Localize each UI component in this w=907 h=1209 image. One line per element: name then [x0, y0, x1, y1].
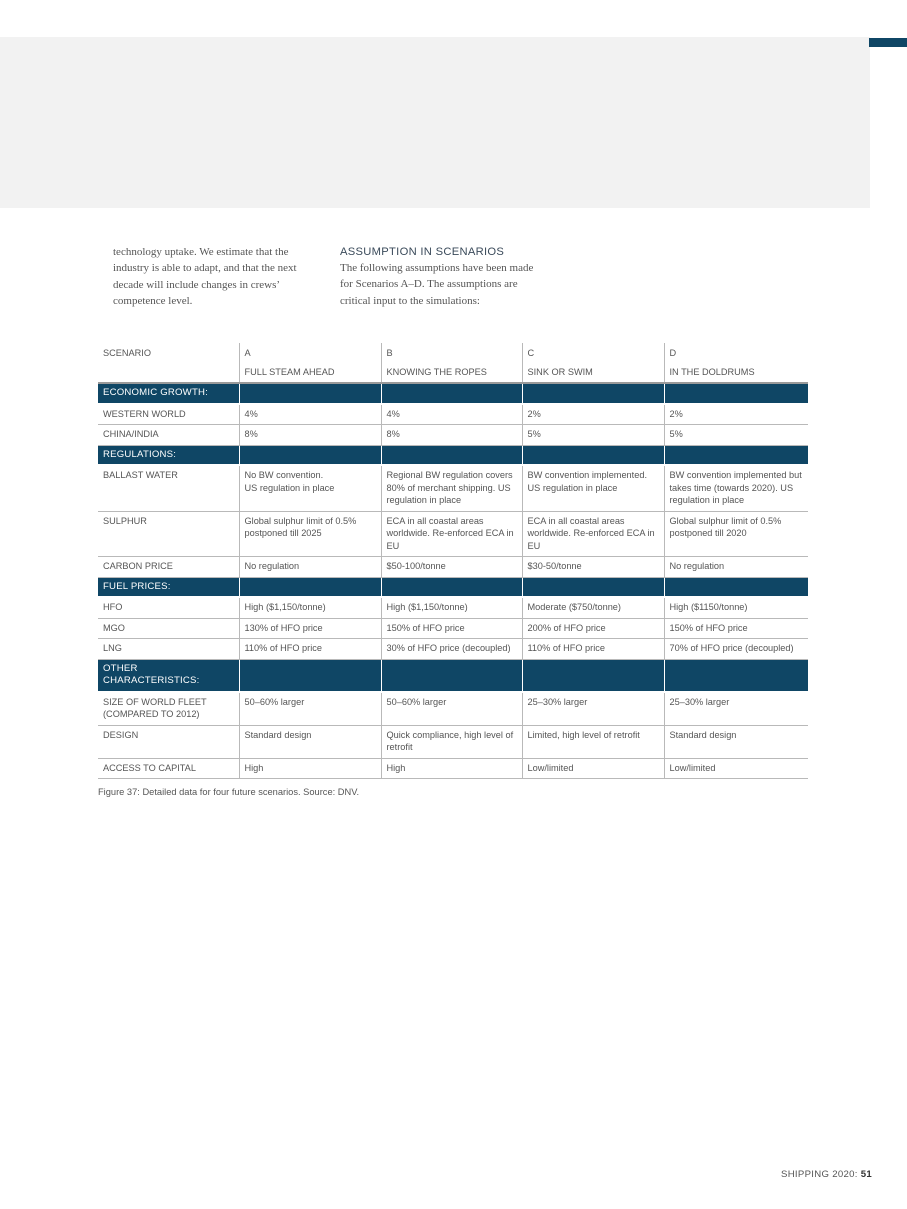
- table-cell: 130% of HFO price: [239, 618, 381, 639]
- table-cell: High: [239, 758, 381, 779]
- section-title: FUEL PRICES:: [98, 577, 239, 597]
- table-cell: Quick compliance, high level of retrofit: [381, 725, 522, 758]
- table-cell: 200% of HFO price: [522, 618, 664, 639]
- intro-left-column: [113, 244, 328, 309]
- table-cell: Low/limited: [522, 758, 664, 779]
- section-fill: [522, 383, 664, 404]
- scenario-letter: C: [527, 348, 535, 358]
- row-label: DESIGN: [98, 725, 239, 758]
- row-label: MGO: [98, 618, 239, 639]
- section-row: [98, 383, 808, 404]
- section-fill: [239, 577, 381, 597]
- scenario-letter: A: [244, 348, 251, 358]
- table-cell: High ($1150/tonne): [664, 597, 808, 618]
- table-cell: Standard design: [239, 725, 381, 758]
- row-label: SULPHUR: [98, 511, 239, 557]
- table-cell: ECA in all coastal areas worldwide. Re-enforced ECA in EU: [381, 511, 522, 557]
- accent-bar: [869, 38, 907, 47]
- scenario-letter: D: [669, 348, 677, 358]
- table-cell: 2%: [522, 404, 664, 425]
- scenario-letter: B: [386, 348, 393, 358]
- section-fill: [664, 659, 808, 692]
- section-title: REGULATIONS:: [98, 445, 239, 465]
- intro-right-column: [340, 244, 575, 309]
- table-cell: Global sulphur limit of 0.5% postponed till 2020: [664, 511, 808, 557]
- table-cell: 5%: [664, 425, 808, 446]
- table-cell: 2%: [664, 404, 808, 425]
- section-fill: [664, 445, 808, 465]
- section-fill: [381, 383, 522, 404]
- table-cell: 70% of HFO price (decoupled): [664, 639, 808, 660]
- intro-body: [340, 260, 575, 309]
- table-cell: High ($1,150/tonne): [381, 597, 522, 618]
- table-cell: 30% of HFO price (decoupled): [381, 639, 522, 660]
- table-cell: $50-100/tonne: [381, 557, 522, 578]
- table-cell: 25–30% larger: [522, 692, 664, 726]
- table-cell: $30-50/tonne: [522, 557, 664, 578]
- section-row: [98, 659, 808, 692]
- row-label: CARBON PRICE: [98, 557, 239, 578]
- table-cell: BW convention implemented but takes time (towards 2020). US regulation in place: [664, 465, 808, 511]
- table-row: [98, 425, 808, 446]
- scenario-name: SINK OR SWIM: [527, 366, 593, 377]
- header-banner: [0, 37, 870, 208]
- section-fill: [522, 445, 664, 465]
- row-label: HFO: [98, 597, 239, 618]
- section-fill: [381, 659, 522, 692]
- section-title: ECONOMIC GROWTH:: [98, 383, 239, 404]
- text-line: industry is able to adapt, and that the next: [113, 262, 297, 275]
- section-fill: [381, 445, 522, 465]
- header-scenario-label: SCENARIO: [98, 343, 239, 383]
- table-cell: 110% of HFO price: [522, 639, 664, 660]
- table-cell: Limited, high level of retrofit: [522, 725, 664, 758]
- table-cell: High: [381, 758, 522, 779]
- table-cell: 8%: [239, 425, 381, 446]
- table-cell: BW convention implemented. US regulation in place: [522, 465, 664, 511]
- section-fill: [239, 383, 381, 404]
- text-line: decade will include changes in crews’: [113, 278, 281, 291]
- scenario-name: IN THE DOLDRUMS: [669, 366, 755, 377]
- table-row: [98, 692, 808, 726]
- text-line: for Scenarios A–D. The assumptions are: [340, 278, 518, 291]
- table-cell: 50–60% larger: [239, 692, 381, 726]
- scenario-name: KNOWING THE ROPES: [386, 366, 487, 377]
- figure-caption: Figure 37: Detailed data for four future scenarios. Source: DNV.: [98, 787, 360, 797]
- table-row: [98, 511, 808, 557]
- section-fill: [239, 445, 381, 465]
- section-heading: ASSUMPTION IN SCENARIOS: [340, 246, 505, 258]
- table-row: [98, 618, 808, 639]
- row-label: LNG: [98, 639, 239, 660]
- scenario-header: [522, 343, 664, 383]
- scenario-header: [239, 343, 381, 383]
- table-cell: Low/limited: [664, 758, 808, 779]
- text-line: critical input to the simulations:: [340, 294, 480, 307]
- row-label: WESTERN WORLD: [98, 404, 239, 425]
- section-fill: [664, 577, 808, 597]
- table-cell: 4%: [381, 404, 522, 425]
- table-cell: No BW convention. US regulation in place: [239, 465, 381, 511]
- row-label: SIZE OF WORLD FLEET (COMPARED TO 2012): [98, 692, 239, 726]
- table-row: [98, 557, 808, 578]
- table-cell: 5%: [522, 425, 664, 446]
- scenario-table: [98, 343, 808, 779]
- table-cell: 110% of HFO price: [239, 639, 381, 660]
- table-cell: Global sulphur limit of 0.5% postponed till 2025: [239, 511, 381, 557]
- scenario-header: [381, 343, 522, 383]
- table-cell: 25–30% larger: [664, 692, 808, 726]
- table-cell: Moderate ($750/tonne): [522, 597, 664, 618]
- scenario-name: FULL STEAM AHEAD: [244, 366, 335, 377]
- table-cell: High ($1,150/tonne): [239, 597, 381, 618]
- table-cell: 50–60% larger: [381, 692, 522, 726]
- row-label: CHINA/INDIA: [98, 425, 239, 446]
- table-cell: 8%: [381, 425, 522, 446]
- text-line: competence level.: [113, 294, 193, 307]
- table-cell: Standard design: [664, 725, 808, 758]
- section-row: [98, 577, 808, 597]
- table-row: [98, 639, 808, 660]
- section-row: [98, 445, 808, 465]
- scenario-header: [664, 343, 808, 383]
- page-footer: [781, 1169, 872, 1180]
- section-title: OTHER CHARACTERISTICS:: [98, 659, 239, 692]
- table-cell: 4%: [239, 404, 381, 425]
- table-row: [98, 597, 808, 618]
- table-cell: No regulation: [664, 557, 808, 578]
- table-cell: ECA in all coastal areas worldwide. Re-enforced ECA in EU: [522, 511, 664, 557]
- section-fill: [664, 383, 808, 404]
- section-fill: [381, 577, 522, 597]
- table-header-row: [98, 343, 808, 383]
- table-cell: 150% of HFO price: [381, 618, 522, 639]
- row-label: BALLAST WATER: [98, 465, 239, 511]
- table-row: [98, 465, 808, 511]
- table-row: [98, 404, 808, 425]
- text-line: The following assumptions have been made: [340, 262, 534, 274]
- section-fill: [522, 659, 664, 692]
- page-number: 51: [860, 1169, 872, 1180]
- table-row: [98, 758, 808, 779]
- row-label: ACCESS TO CAPITAL: [98, 758, 239, 779]
- table-cell: Regional BW regulation covers 80% of merchant shipping. US regulation in place: [381, 465, 522, 511]
- table-cell: 150% of HFO price: [664, 618, 808, 639]
- section-fill: [239, 659, 381, 692]
- table-cell: No regulation: [239, 557, 381, 578]
- section-fill: [522, 577, 664, 597]
- footer-title: SHIPPING 2020:: [781, 1169, 858, 1180]
- text-line: technology uptake. We estimate that the: [113, 246, 289, 258]
- table-row: [98, 725, 808, 758]
